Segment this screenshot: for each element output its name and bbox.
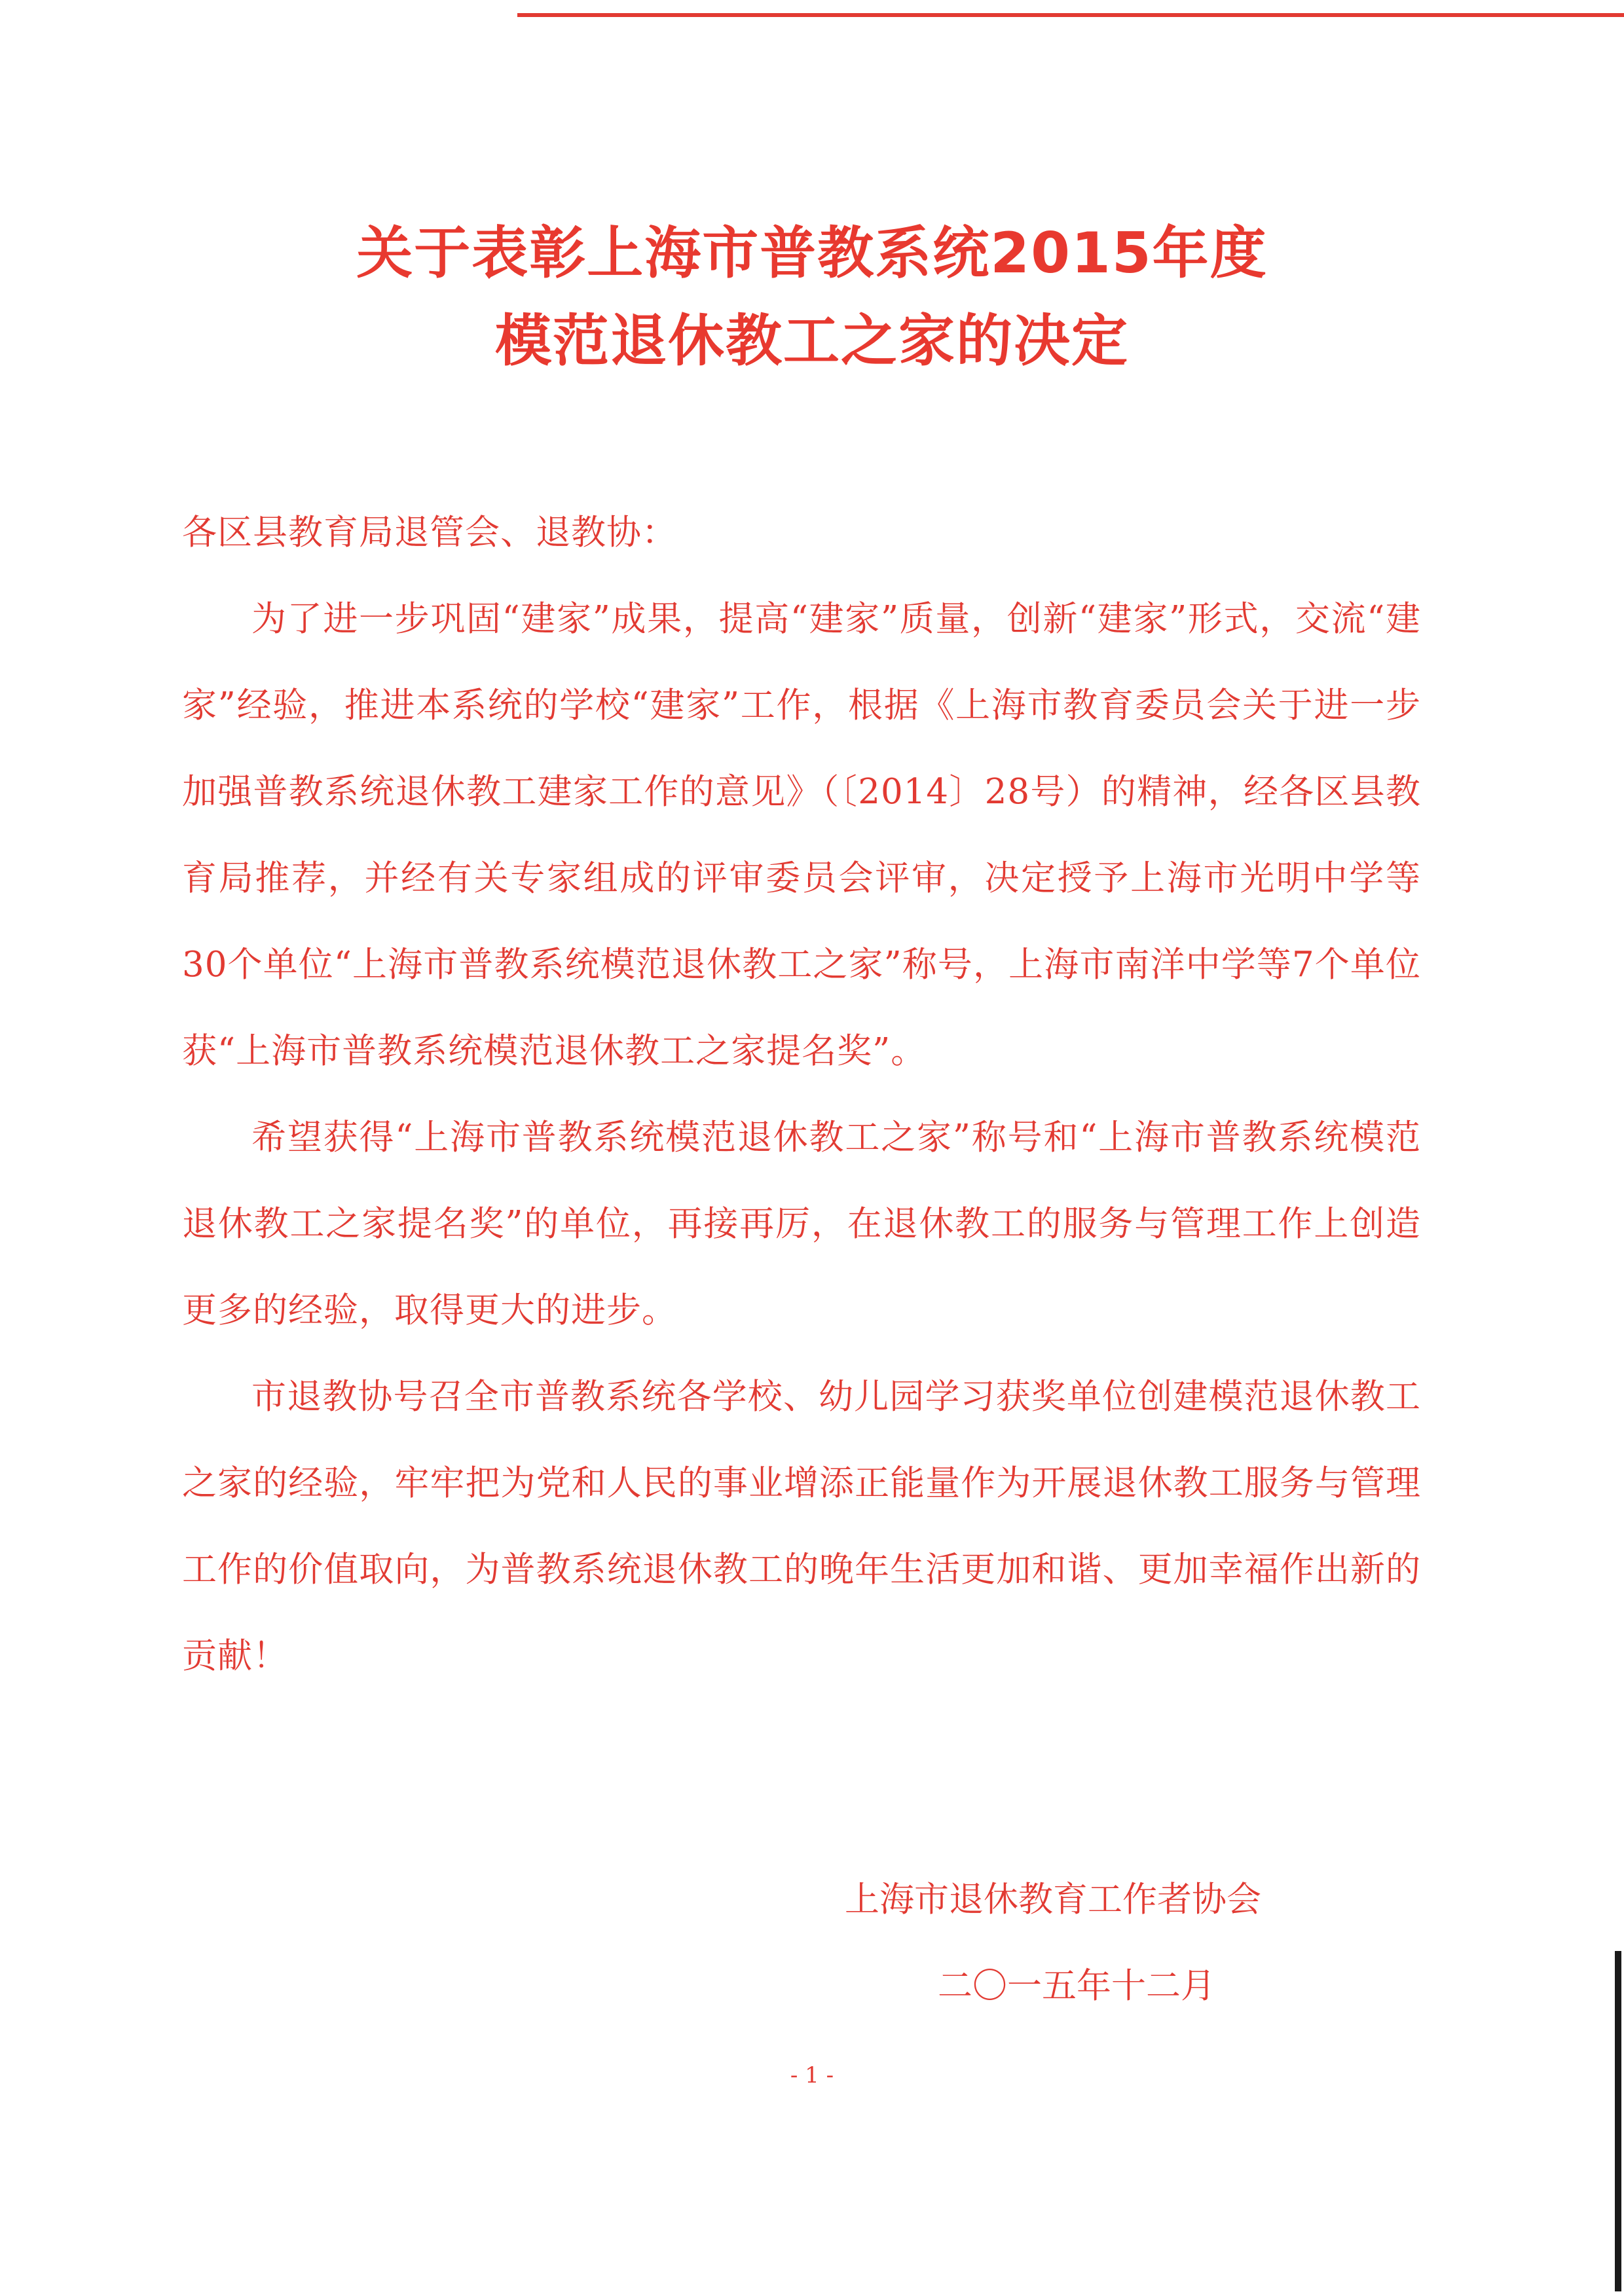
document-title [0,210,1624,385]
document-body [182,490,1421,1700]
paragraph-1: 为了进一步巩固“建家”成果，提高“建家”质量，创新“建家”形式，交流“建家”经验，推进本系统的学校“建家”工作，根据《上海市教育委员会关于进一步加强普教系统退休教工建家工作的意见》（〔2014〕28号）的精神，经各区县教育局推荐，并经有关专家组成的评审委员会评审，决定授予上海市光明中学等30个单位“上海市普教系统模范退休教工之家”称号，上海市南洋中学等7个单位获“上海市普教系统模范退休教工之家提名奖”。 [182,599,1421,1071]
paragraph-2: 希望获得“上海市普教系统模范退休教工之家”称号和“上海市普教系统模范退休教工之家提名奖”的单位，再接再厉，在退休教工的服务与管理工作上创造更多的经验，取得更大的进步。 [182,1118,1421,1330]
page-number: - 1 - [790,2062,834,2088]
top-border-line [517,13,1624,17]
signature-organization: 上海市退休教育工作者协会 [845,1880,1261,1920]
title-line-2: 模范退休教工之家的决定 [495,308,1129,374]
title-line-1: 关于表彰上海市普教系统2015年度 [356,221,1268,286]
paragraph-3: 市退教协号召全市普教系统各学校、幼儿园学习获奖单位创建模范退休教工之家的经验，牢牢把为党和人民的事业增添正能量作为开展退休教工服务与管理工作的价值取向，为普教系统退休教工的晚年生活更加和谐、更加幸福作出新的贡献！ [182,1377,1421,1676]
salutation: 各区县教育局退管会、退教协： [182,513,677,553]
scan-edge-mark [1615,1951,1621,2291]
signature-date: 二〇一五年十二月 [938,1966,1215,2006]
